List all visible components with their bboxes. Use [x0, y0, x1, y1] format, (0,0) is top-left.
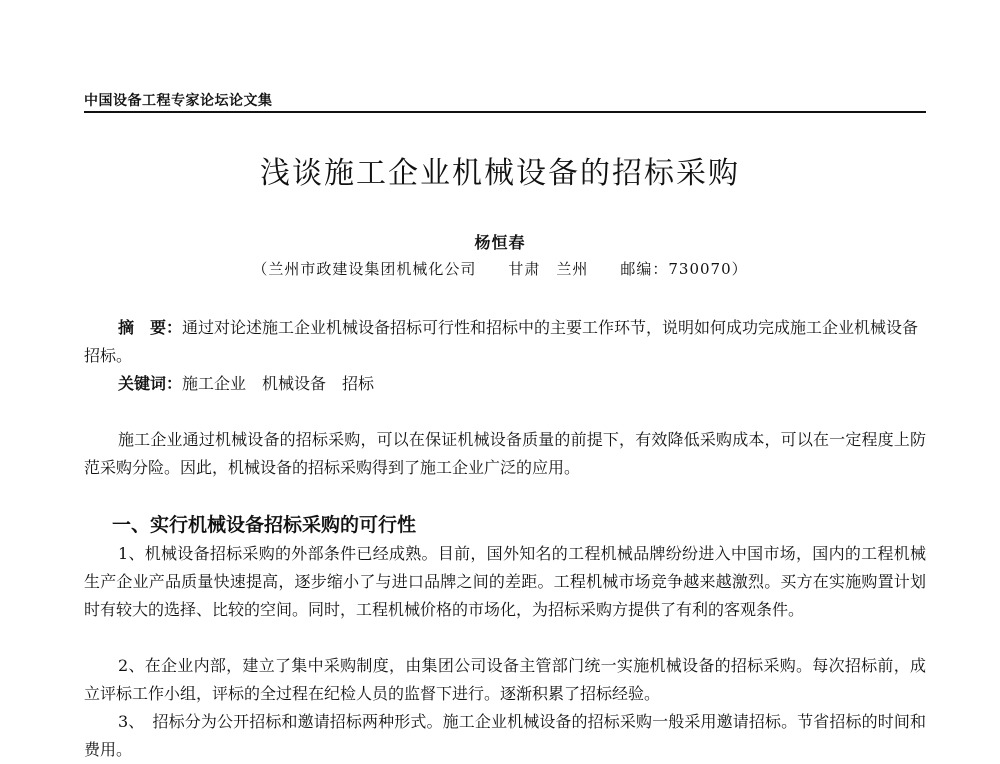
- section-paragraph-1: 1、机械设备招标采购的外部条件已经成熟。目前，国外知名的工程机械品牌纷纷进入中国市场，国内的工程机械生产企业产品质量快速提高，逐步缩小了与进口品牌之间的差距。工程机械市场竞争越来越激烈。买方在实施购置计划时有较大的选择、比较的空间。同时，工程机械价格的市场化，为招标采购方提供了有利的客观条件。: [84, 544, 926, 619]
- keywords-label: 关键词：: [118, 374, 183, 393]
- header-rule: [84, 111, 926, 113]
- section-paragraph-3: 3、 招标分为公开招标和邀请招标两种形式。施工企业机械设备的招标采购一般采用邀请招标。节省招标的时间和费用。: [84, 712, 926, 759]
- section-paragraph-2: 2、在企业内部，建立了集中采购制度，由集团公司设备主管部门统一实施机械设备的招标采购。每次招标前，成立评标工作小组，评标的全过程在纪检人员的监督下进行。逐渐积累了招标经验。: [84, 656, 926, 703]
- keywords-text: 施工企业 机械设备 招标: [182, 374, 375, 393]
- paper-title: 浅谈施工企业机械设备的招标采购: [260, 156, 740, 191]
- intro-paragraph: 施工企业通过机械设备的招标采购，可以在保证机械设备质量的前提下，有效降低采购成本，可以在一定程度上防范采购分险。因此，机械设备的招标采购得到了施工企业广泛的应用。: [84, 430, 926, 477]
- keywords: [118, 370, 374, 398]
- abstract-text: 通过对论述施工企业机械设备招标可行性和招标中的主要工作环节，说明如何成功完成施工企业机械设备招标。: [84, 318, 919, 365]
- abstract-label: 摘 要：: [118, 318, 183, 337]
- author-name: 杨恒春: [474, 233, 526, 252]
- abstract: [84, 314, 926, 370]
- running-header: 中国设备工程专家论坛论文集: [84, 93, 273, 109]
- section-heading: 一、实行机械设备招标采购的可行性: [112, 514, 417, 536]
- author-affiliation: [0, 258, 1000, 279]
- affiliation-text: （兰州市政建设集团机械化公司 甘肃 兰州 邮编：730070）: [252, 260, 748, 278]
